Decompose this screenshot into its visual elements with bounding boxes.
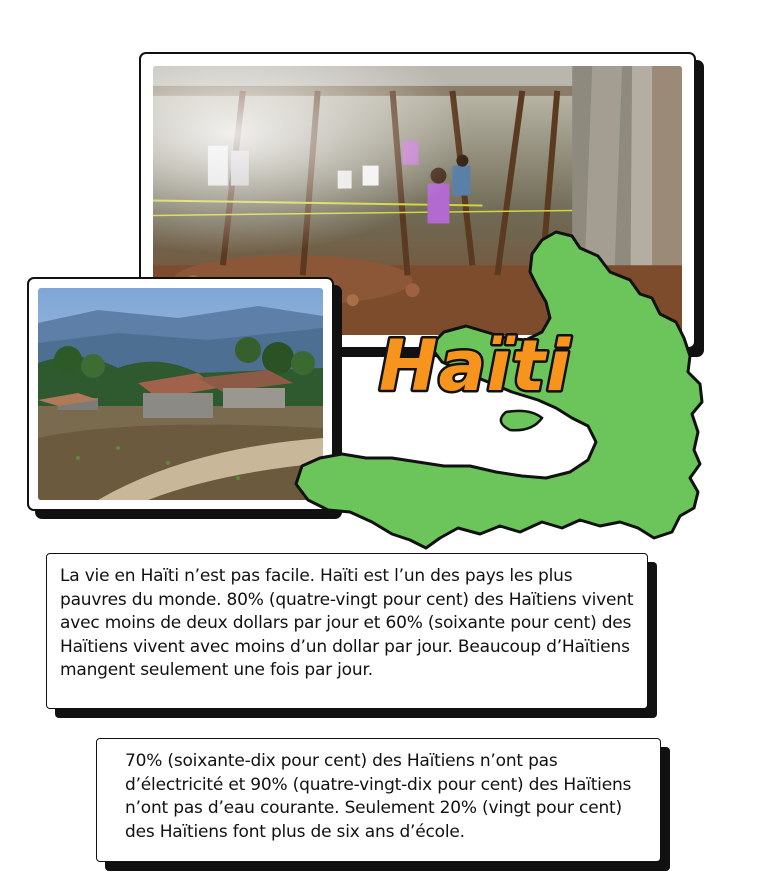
page-title (345, 318, 605, 418)
infrastructure-paragraph: 70% (soixante-dix pour cent) des Haïtiens n’ont pas d’électricité et 90% (quatre-vingt-dix pour cent) des Haïtiens n’ont pas d’eau courante. Seulement 20% (vingt pour cent) des Haïtiens font plus de six ans d’école. (125, 751, 632, 842)
poverty-paragraph: La vie en Haïti n’est pas facile. Haïti est l’un des pays les plus pauvres du monde. 80% (quatre-vingt pour cent) des Haïtiens vivent avec moins de deux dollars par jour et 60% (soixante pour cent) des Haïtiens vivent avec moins d’un dollar par jour. Beaucoup d’Haïtiens mangent seulement une fois par jour. (60, 566, 634, 680)
poverty-text-box (46, 553, 648, 709)
page-title-text: Haïti (378, 325, 572, 407)
infrastructure-text-box (96, 738, 661, 862)
